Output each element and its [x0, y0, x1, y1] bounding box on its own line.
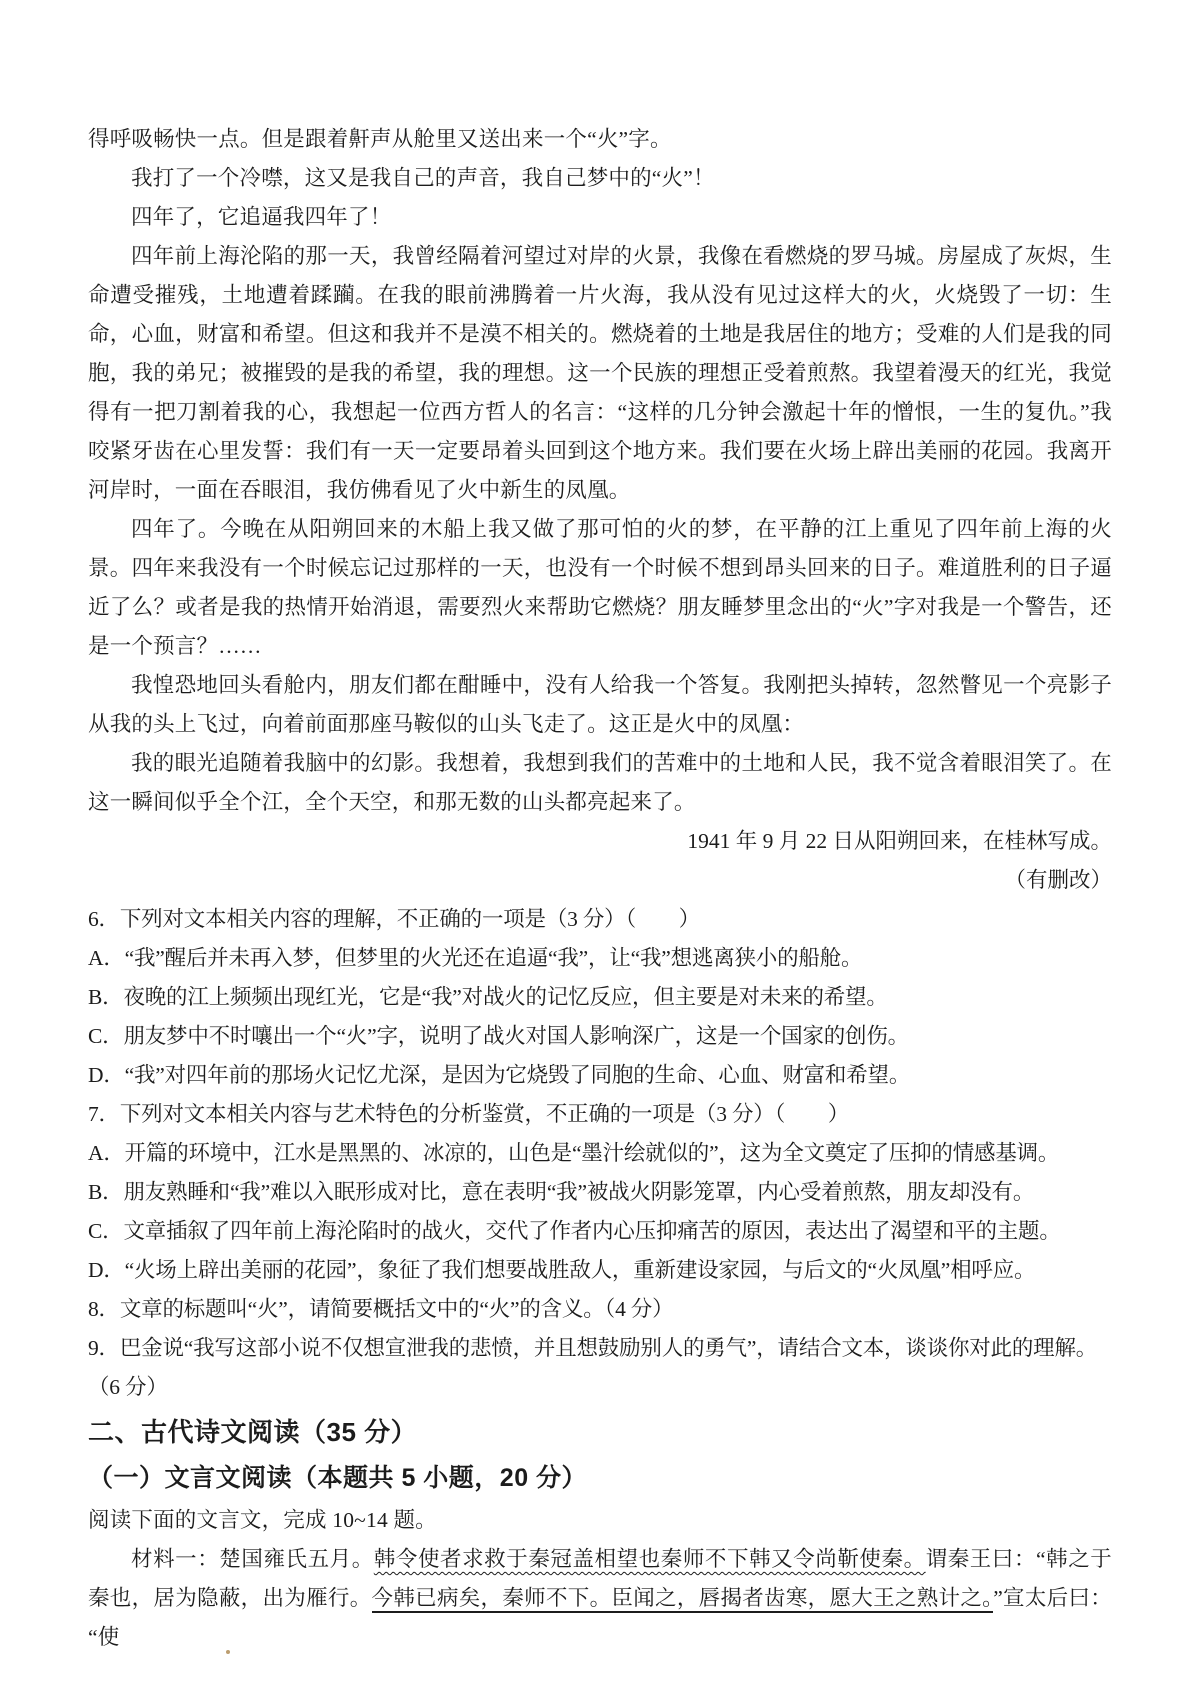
question-text: 文章的标题叫“火”，请简要概括文中的“火”的含义。（4 分）: [119, 1297, 674, 1321]
scan-artifact-dot: [226, 1650, 230, 1654]
option-text: 朋友熟睡和“我”难以入眠形成对比，意在表明“我”被战火阴影笼罩，内心受着煎熬，朋友却没有。: [123, 1180, 1035, 1204]
material-text-segment: 材料一：楚国雍氏五月。: [131, 1547, 374, 1571]
question-9-score: （6 分）: [88, 1375, 168, 1399]
passage-paragraph: 四年了，它追逼我四年了！: [131, 205, 392, 229]
option-label: D．: [88, 1258, 125, 1282]
question-7-option-a: [88, 1134, 1112, 1173]
option-text: 文章插叙了四年前上海沦陷时的战火，交代了作者内心压抑痛苦的原因，表达出了渴望和平的主题。: [123, 1219, 1061, 1243]
option-label: B．: [88, 1180, 124, 1204]
passage-paragraph: 我打了一个冷噤，这又是我自己的声音，我自己梦中的“火”！: [131, 166, 715, 190]
option-label: B．: [88, 985, 124, 1009]
passage-edit-note: （有删改）: [1004, 868, 1112, 892]
question-text: 下列对文本相关内容的理解，不正确的一项是（3 分）（ ）: [119, 907, 700, 931]
passage-byline: 1941 年 9 月 22 日从阳朔回来，在桂林写成。: [687, 829, 1112, 853]
passage-paragraph: 我的眼光追随着我脑中的幻影。我想着，我想到我们的苦难中的土地和人民，我不觉含着眼泪笑了。在这一瞬间似乎全个江，全个天空，和那无数的山头都亮起来了。: [88, 751, 1112, 814]
material-solid-underline-segment: 今韩已病矣，秦师不下。臣闻之，唇揭者齿寒，愿大王之熟计之。: [372, 1586, 994, 1613]
option-text: 朋友梦中不时嚷出一个“火”字，说明了战火对国人影响深广，这是一个国家的创伤。: [123, 1024, 909, 1048]
question-9-stem: [88, 1329, 1112, 1368]
question-number: 7．: [88, 1102, 120, 1126]
question-text: 巴金说“我写这部小说不仅想宣泄我的悲愤，并且想鼓励别人的勇气”，请结合文本，谈谈你对此的理解。: [119, 1336, 1098, 1360]
option-label: A．: [88, 946, 125, 970]
option-text: 开篇的环境中，江水是黑黑的、冰凉的，山色是“墨汁绘就似的”，这为全文奠定了压抑的情感基调。: [124, 1141, 1060, 1165]
option-text: “我”对四年前的那场火记忆尤深，是因为它烧毁了同胞的生命、心血、财富和希望。: [124, 1063, 911, 1087]
question-7-option-b: [88, 1173, 1112, 1212]
question-6-option-a: [88, 939, 1112, 978]
question-text: 下列对文本相关内容与艺术特色的分析鉴赏，不正确的一项是（3 分）（ ）: [119, 1102, 850, 1126]
option-text: “火场上辟出美丽的花园”，象征了我们想要战胜敌人，重新建设家园，与后文的“火凤凰”相呼应。: [124, 1258, 1036, 1282]
question-number: 8．: [88, 1297, 120, 1321]
subsection-heading-classical-reading: （一）文言文阅读（本题共 5 小题，20 分）: [88, 1464, 588, 1492]
question-6-option-c: [88, 1017, 1112, 1056]
passage-paragraph: 四年前上海沦陷的那一天，我曾经隔着河望过对岸的火景，我像在看燃烧的罗马城。房屋成了灰烬，生命遭受摧残，土地遭着蹂躏。在我的眼前沸腾着一片火海，我从没有见过这样大的火，火烧毁了一切：生命，心血，财富和希望。但这和我并不是漠不相关的。燃烧着的土地是我居住的地方；受难的人们是我的同胞，我的弟兄；被摧毁的是我的希望，我的理想。这一个民族的理想正受着煎熬。我望着漫天的红光，我觉得有一把刀割着我的心，我想起一位西方哲人的名言：“这样的几分钟会激起十年的憎恨，一生的复仇。”我咬紧牙齿在心里发誓：我们有一天一定要昂着头回到这个地方来。我们要在火场上辟出美丽的花园。我离开河岸时，一面在吞眼泪，我仿佛看见了火中新生的凤凰。: [88, 244, 1112, 502]
classical-material-paragraph: [88, 1540, 1112, 1657]
question-number: 9．: [88, 1336, 120, 1360]
option-label: D．: [88, 1063, 125, 1087]
section-heading-ancient-reading: 二、古代诗文阅读（35 分）: [88, 1417, 418, 1447]
question-7-stem: [88, 1095, 1112, 1134]
passage-paragraph: 得呼吸畅快一点。但是跟着鼾声从舱里又送出来一个“火”字。: [88, 127, 672, 151]
question-number: 6．: [88, 907, 120, 931]
page-content: [88, 120, 1112, 1657]
material-wavy-underline-segment: 韩令使者求救于秦冠盖相望也秦师不下韩又令尚靳使秦。: [373, 1547, 926, 1571]
material-text-segment: 谓秦王曰：“韩之于秦也，居为隐蔽，出为雁行。: [88, 1547, 1112, 1610]
classical-instruction: 阅读下面的文言文，完成 10~14 题。: [88, 1508, 437, 1532]
question-6-option-b: [88, 978, 1112, 1017]
question-6-stem: [88, 900, 1112, 939]
option-text: “我”醒后并未再入梦，但梦里的火光还在追逼“我”，让“我”想逃离狭小的船舱。: [124, 946, 863, 970]
passage-paragraph: 四年了。今晚在从阳朔回来的木船上我又做了那可怕的火的梦，在平静的江上重见了四年前上海的火景。四年来我没有一个时候忘记过那样的一天，也没有一个时候不想到昂头回来的日子。难道胜利的日子逼近了么？或者是我的热情开始消退，需要烈火来帮助它燃烧？朋友睡梦里念出的“火”字对我是一个警告，还是一个预言？……: [88, 517, 1112, 658]
question-7-option-d: [88, 1251, 1112, 1290]
material-text-segment: ”宣太后曰：“使: [88, 1586, 1112, 1649]
question-8-stem: [88, 1290, 1112, 1329]
option-label: A．: [88, 1141, 125, 1165]
option-label: C．: [88, 1024, 124, 1048]
question-7-option-c: [88, 1212, 1112, 1251]
passage-paragraph: 我惶恐地回头看舱内，朋友们都在酣睡中，没有人给我一个答复。我刚把头掉转，忽然瞥见一个亮影子从我的头上飞过，向着前面那座马鞍似的山头飞走了。这正是火中的凤凰：: [88, 673, 1112, 736]
option-text: 夜晚的江上频频出现红光，它是“我”对战火的记忆反应，但主要是对未来的希望。: [123, 985, 888, 1009]
question-6-option-d: [88, 1056, 1112, 1095]
option-label: C．: [88, 1219, 124, 1243]
